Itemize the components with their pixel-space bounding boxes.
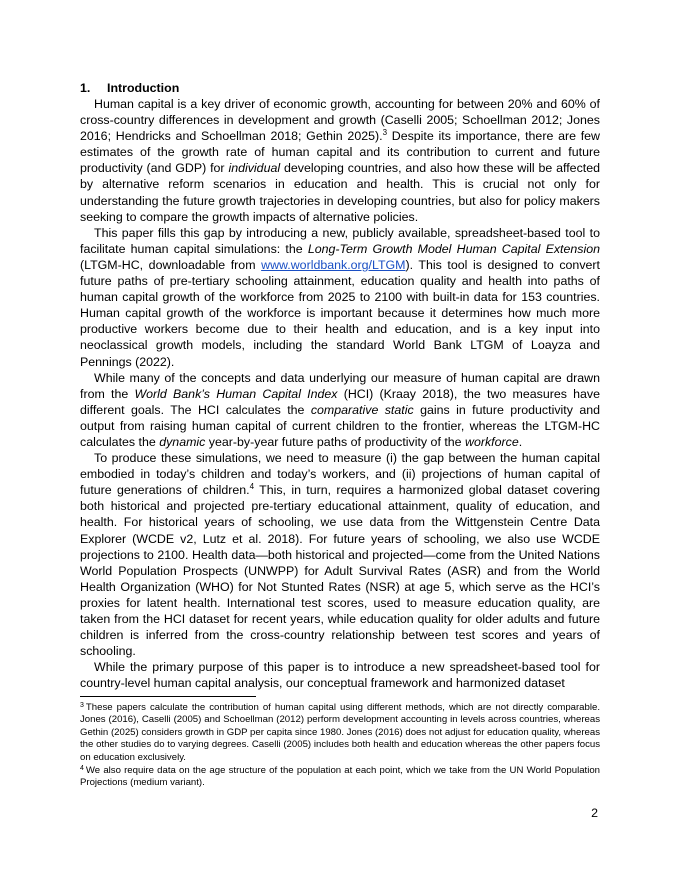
p2-text-b: (LTGM-HC, downloadable from xyxy=(80,257,262,272)
p2-text-a: This paper fills this gap by introducing a new, publicly available, spreadsheet-based tool to facilitate human capital simulations: the xyxy=(80,225,600,256)
footnote-4-mark: 4 xyxy=(80,765,84,773)
p3-text-a: While many of the concepts and data underlying our measure of human capital are drawn from the xyxy=(80,370,600,401)
footnotes xyxy=(80,702,600,791)
p1-text-c: developing countries, and also how these will be affected by alternative reform scenarios in education and health. This is crucial not only for understanding the future growth trajectories in developing countries, but also for policy makers seeking to compare the growth impacts of alternative policies. xyxy=(80,161,600,224)
paragraph-1 xyxy=(80,96,600,225)
footnote-4-text: We also require data on the age structure of the population at each point, which we take from the UN World Population Projections (medium variant). xyxy=(80,765,600,789)
p4-text-b: This, in turn, requires a harmonized global dataset covering both historical and projected pre-tertiary educational attainment, quality of education, and health. For historical years of schooling, we use data from the Wittgenstein Centre Data Explorer (WCDE v2, Lutz et al. 2018). For future years of schooling, we also use WCDE projections to 2100. Health data—both historical and projected—come from the United Nations World Population Prospects (UNWPP) for Adult Survival Rates (ASR) and from the World Health Organization (WHO) for Not Stunted Rates (NSR) at age 5, which serve as the HCI’s proxies for latent health. International test scores, used to measure education quality, are taken from the HCI dataset for recent years, while education quality for older adults and future children is inferred from the cross-country relationship between test scores and years of schooling. xyxy=(80,483,600,659)
p3-text-d: year-by-year future paths of productivity of the xyxy=(205,434,466,449)
p1-text-b: Despite its importance, there are few estimates of the growth rate of human capital and its contribution to current and future productivity (and GDP) for xyxy=(80,129,600,176)
p5-text-a: While the primary purpose of this paper is to introduce a new spreadsheet-based tool for country-level human capital analysis, our conceptual framework and harmonized dataset xyxy=(80,660,600,691)
section-heading xyxy=(80,80,179,96)
p1-text-a: Human capital is a key driver of economic growth, accounting for between 20% and 60% of cross-country differences in development and growth (Caselli 2005; Schoellman 2012; Jones 2016; Hendricks and Schoellman 2018; Gethin 2025). xyxy=(80,97,600,144)
p3-italic-hci: World Bank’s Human Capital Index xyxy=(134,386,338,401)
body-text xyxy=(80,96,600,691)
footnote-3-text: These papers calculate the contribution of human capital using different methods, which are not directly comparable. Jones (2016), Caselli (2005) and Schoellman (2012) perform development accounting in levels across countries, whereas Gethin (2025) considers growth in GDP per capita since 1980. Jones (2016) does not adjust for education quality, whereas the other studies do to varying degrees. Caselli (2005) includes both health and education whereas the other papers focus on education exclusively. xyxy=(80,702,600,763)
paragraph-5 xyxy=(80,659,600,691)
footnote-3-mark: 3 xyxy=(80,702,84,709)
p3-italic-dynamic: dynamic xyxy=(159,434,206,449)
footnote-separator xyxy=(80,696,256,697)
p3-text-c: gains in future productivity and output from raising human capital of current children to the frontier, whereas the LTGM-HC calculates the xyxy=(80,402,600,449)
p2-italic-model-name: Long-Term Growth Model Human Capital Extension xyxy=(307,241,600,256)
p3-italic-workforce: workforce xyxy=(465,434,519,449)
section-title: Introduction xyxy=(107,81,180,95)
p3-italic-comparative-static: comparative static xyxy=(310,402,414,417)
p1-italic-individual: individual xyxy=(228,161,281,176)
page-number: 2 xyxy=(591,806,598,820)
footnote-4 xyxy=(80,765,600,790)
footnote-3 xyxy=(80,702,600,764)
footnote-ref-3[interactable]: 3 xyxy=(382,128,388,138)
p3-text-e: . xyxy=(518,434,523,449)
paragraph-4 xyxy=(80,450,600,659)
footnote-ref-4[interactable]: 4 xyxy=(249,482,255,492)
ltgm-download-link[interactable]: www.worldbank.org/LTGM xyxy=(261,257,406,272)
p3-text-b: (HCI) (Kraay 2018), the two measures have different goals. The HCI calculates the xyxy=(80,386,601,417)
p2-text-c: ). This tool is designed to convert future paths of pre-tertiary schooling attainment, education quality and health into paths of human capital growth of the workforce from 2025 to 2100 with built-in data for 153 countries. Human capital growth of the workforce is important because it determines how much more productive workers become due to their health and education, and is a key input into neoclassical growth models, including the standard World Bank LTGM of Loayza and Pennings (2022). xyxy=(80,257,600,369)
paragraph-2 xyxy=(80,225,600,370)
paragraph-3 xyxy=(80,370,600,450)
section-number: 1. xyxy=(80,81,91,95)
p4-text-a: To produce these simulations, we need to measure (i) the gap between the human capital embodied in today’s children and today’s workers, and (ii) projections of human capital of future generations of children. xyxy=(80,451,600,498)
